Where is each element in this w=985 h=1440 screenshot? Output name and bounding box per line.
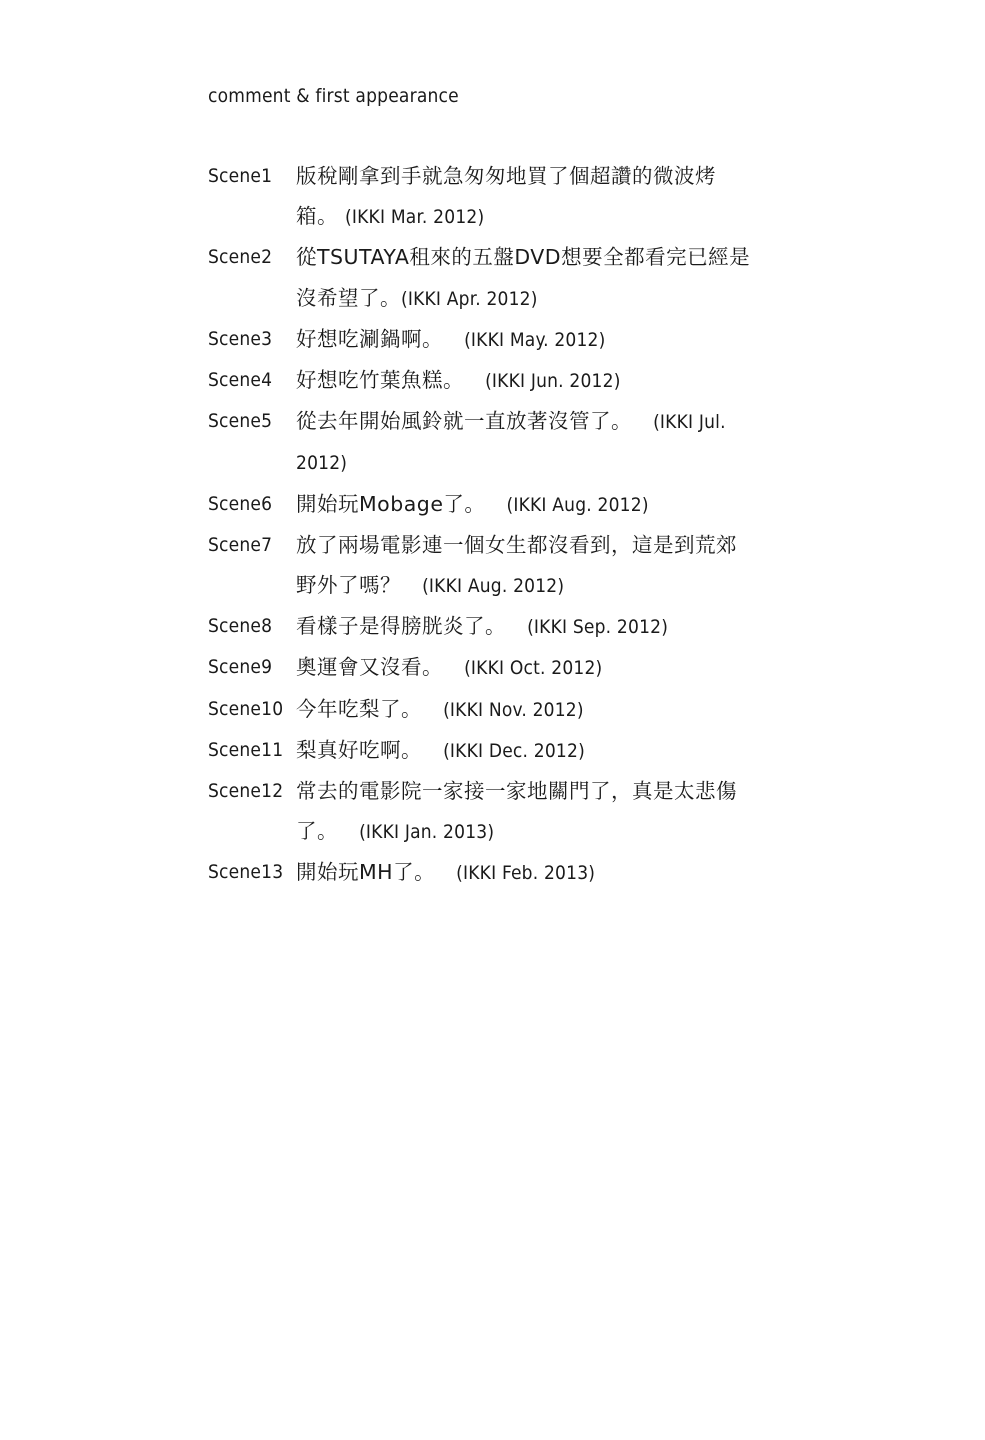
scene-comment: 看樣子是得膀胱炎了。 — [296, 614, 506, 639]
scene-entry — [208, 319, 753, 360]
scene-entry — [208, 360, 753, 401]
scene-reference: (IKKI Jun. 2012) — [485, 370, 621, 393]
scene-label: Scene1 — [208, 165, 273, 187]
scene-entry — [208, 401, 753, 483]
scene-comment: 好想吃涮鍋啊。 — [296, 326, 443, 351]
scene-reference: (IKKI Oct. 2012) — [464, 657, 603, 680]
scene-reference: (IKKI Nov. 2012) — [443, 698, 584, 721]
scene-reference: (IKKI Sep. 2012) — [527, 616, 669, 639]
scene-text — [296, 319, 753, 360]
scene-reference: (IKKI Apr. 2012) — [401, 287, 538, 310]
scene-text — [296, 689, 753, 730]
scene-comment: 從TSUTAYA租來的五盤DVD想要全都看完已經是沒希望了。 — [296, 245, 751, 310]
scene-comment: 開始玩MH了。 — [296, 860, 436, 885]
scene-entry — [208, 689, 753, 730]
scene-text — [296, 771, 753, 852]
scene-label: Scene6 — [208, 492, 273, 515]
scene-reference: (IKKI Aug. 2012) — [422, 575, 565, 598]
scene-entry — [208, 852, 753, 893]
scene-label: Scene8 — [208, 615, 273, 638]
scene-text — [296, 237, 753, 318]
scene-text — [296, 852, 753, 893]
scene-comment: 版稅剛拿到手就急匆匆地買了個超讚的微波烤箱。 — [296, 164, 716, 229]
scene-comment: 梨真好吃啊。 — [296, 737, 422, 762]
scene-reference: (IKKI Aug. 2012) — [506, 493, 649, 516]
scene-label: Scene11 — [208, 738, 284, 761]
scene-text — [296, 647, 753, 688]
scene-label: Scene12 — [208, 780, 284, 803]
scene-text — [296, 360, 753, 401]
scene-comment: 常去的電影院一家接一家地關門了，真是太悲傷了。 — [296, 779, 737, 844]
scene-text — [296, 606, 753, 647]
scene-reference: (IKKI Dec. 2012) — [443, 739, 585, 762]
page-heading: comment & first appearance — [208, 85, 459, 107]
scene-entry — [208, 771, 753, 852]
scene-text — [296, 730, 753, 771]
scene-comment: 奧運會又沒看。 — [296, 655, 443, 680]
scene-label: Scene13 — [208, 861, 284, 884]
scene-entry — [208, 484, 753, 525]
scene-text — [296, 156, 753, 237]
scene-reference: (IKKI Jan. 2013) — [359, 821, 495, 844]
scene-label: Scene7 — [208, 533, 273, 556]
scene-reference: (IKKI Feb. 2013) — [456, 862, 596, 885]
scene-label: Scene4 — [208, 369, 273, 392]
scene-comment: 今年吃梨了。 — [296, 696, 422, 721]
scene-entry — [208, 156, 753, 237]
scene-comment: 放了兩場電影連一個女生都沒看到，這是到荒郊野外了嗎？ — [296, 532, 737, 598]
scene-label: Scene9 — [208, 656, 273, 679]
comment-page — [208, 78, 753, 894]
scene-entry — [208, 606, 753, 647]
scene-label: Scene10 — [208, 697, 284, 720]
scene-entry — [208, 647, 753, 688]
scene-text — [296, 525, 753, 606]
scene-reference: (IKKI Jul. 2012) — [296, 411, 726, 475]
scene-entry — [208, 525, 753, 606]
scene-reference: (IKKI Mar. 2012) — [345, 206, 485, 229]
scene-text — [296, 401, 753, 483]
scene-comment: 好想吃竹葉魚糕。 — [296, 368, 464, 393]
scene-label: Scene2 — [208, 246, 273, 269]
scene-label: Scene5 — [208, 410, 273, 433]
scene-text — [296, 484, 753, 525]
scene-comment: 開始玩Mobage了。 — [296, 491, 486, 516]
scene-label: Scene3 — [208, 327, 273, 350]
scene-reference: (IKKI May. 2012) — [464, 328, 606, 351]
scene-entry — [208, 237, 753, 318]
scene-entry — [208, 730, 753, 771]
scene-comment: 從去年開始風鈴就一直放著沒管了。 — [296, 409, 632, 434]
